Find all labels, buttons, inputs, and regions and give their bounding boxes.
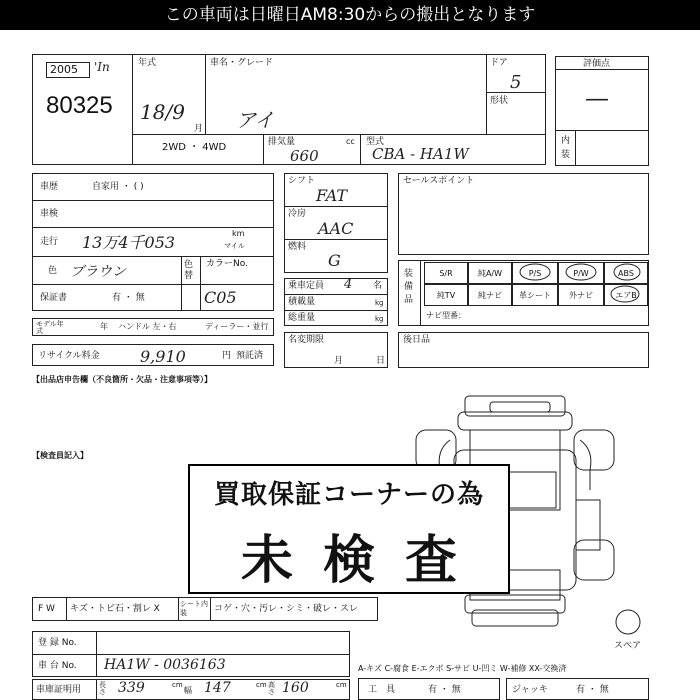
name-change-month: 月 bbox=[334, 356, 344, 366]
capacity-label: 乗車定員 bbox=[288, 281, 325, 291]
fw-items: キズ・トビ石・割レ X bbox=[70, 604, 160, 614]
navi-label: ナビ型番： bbox=[426, 311, 466, 320]
equip-aw: 純A/W bbox=[468, 262, 512, 284]
fuel-label: 燃料 bbox=[288, 242, 307, 252]
recycle-label: リサイクル料金 bbox=[38, 351, 100, 361]
circle-abs bbox=[614, 264, 640, 280]
tools-label: 工 具 bbox=[368, 685, 396, 695]
total-weight-kg: kg bbox=[375, 315, 384, 323]
cc-label: cc bbox=[346, 137, 355, 146]
displacement-label: 排気量 bbox=[268, 137, 296, 147]
equip-pw: P/W bbox=[558, 262, 604, 284]
aircon-value: AAC bbox=[318, 219, 354, 238]
displacement-value: 660 bbox=[290, 147, 319, 165]
equipment-circles bbox=[398, 260, 649, 326]
length-label: 長さ bbox=[99, 681, 106, 696]
model-label: 型式 bbox=[366, 137, 385, 147]
interior-label: 内 装 bbox=[561, 136, 571, 160]
year-code-mark: 'In bbox=[94, 60, 110, 74]
equip-navi: 純ナビ bbox=[468, 284, 512, 306]
fuel-value: G bbox=[328, 251, 341, 270]
seat-items: コゲ・穴・汚レ・シミ・破レ・スレ bbox=[214, 604, 359, 614]
year-value: 18/9 bbox=[140, 100, 185, 124]
width-label: 幅 bbox=[184, 686, 192, 695]
recycle-status: 預託済 bbox=[236, 351, 264, 361]
score-value: — bbox=[585, 84, 609, 112]
circle-pw bbox=[566, 264, 596, 280]
door-value: 5 bbox=[510, 72, 522, 93]
model-year-label: モデル年式 bbox=[36, 320, 64, 335]
equipment-label: 装備品 bbox=[404, 269, 414, 305]
stamp-line1: 買取保証コーナーの為 bbox=[213, 480, 484, 510]
equip-ps: P/S bbox=[512, 262, 558, 284]
car-name-label: 車名・グレード bbox=[210, 58, 274, 68]
lot-number: 80325 bbox=[46, 92, 113, 119]
equip-tv: 純TV bbox=[424, 284, 468, 306]
history-options: 自家用 ・ ( ) bbox=[92, 182, 144, 192]
jack-label: ジャッキ bbox=[512, 685, 548, 695]
score-label: 評価点 bbox=[583, 59, 611, 69]
color-no-label: カラーNo. bbox=[206, 259, 248, 269]
model-year-suffix: 年 bbox=[100, 322, 108, 331]
height-cm: cm bbox=[336, 681, 347, 689]
color-value: ブラウン bbox=[70, 264, 126, 280]
cert-length: 339 bbox=[118, 680, 145, 696]
cert-height: 160 bbox=[282, 680, 309, 696]
sales-point-label: セールスポイント bbox=[403, 176, 475, 186]
fw-label: F W bbox=[38, 604, 55, 614]
shift-value: FAT bbox=[316, 186, 348, 205]
km-label: km bbox=[232, 229, 245, 238]
mile-label: マイル bbox=[224, 242, 245, 250]
spare-label: スペア bbox=[614, 641, 642, 651]
stamp bbox=[188, 464, 510, 594]
color-no-value: C05 bbox=[204, 288, 237, 307]
recycle-unit: 円 bbox=[222, 351, 232, 361]
equip-abs: ABS bbox=[604, 262, 648, 284]
color-change-label: 色替 bbox=[184, 260, 194, 281]
banner: この車両は日曜日AM8:30からの搬出となります bbox=[0, 0, 700, 30]
stamp-line2: 未検査 bbox=[240, 531, 487, 591]
load-kg: kg bbox=[375, 299, 384, 307]
tools-options: 有 ・ 無 bbox=[428, 685, 461, 695]
warranty-options: 有 ・ 無 bbox=[112, 293, 145, 303]
circle-airbag bbox=[611, 286, 639, 302]
chassis-value: HA1W - 0036163 bbox=[104, 657, 226, 673]
history-label: 車歴 bbox=[40, 182, 59, 192]
length-cm: cm bbox=[172, 681, 183, 689]
mileage-value: 13万4千053 bbox=[82, 233, 176, 252]
circle-ps bbox=[520, 264, 550, 280]
name-change-label: 名変期限 bbox=[288, 335, 325, 345]
car-name-value: アイ bbox=[236, 108, 275, 132]
cert-width: 147 bbox=[204, 680, 231, 696]
capacity-value: 4 bbox=[344, 277, 353, 292]
cert-label: 車庫証明用 bbox=[36, 685, 82, 695]
seller-notes-label: 【出品店申告欄（不良箇所・欠品・注意事項等）】 bbox=[32, 375, 212, 384]
jack-options: 有 ・ 無 bbox=[576, 685, 609, 695]
equip-sr: S/R bbox=[424, 262, 468, 284]
load-label: 積載量 bbox=[288, 297, 316, 307]
handle-label: ハンドル 左・右 bbox=[118, 322, 177, 331]
shift-label: シフト bbox=[288, 176, 316, 186]
inspector-label: 【検査員記入】 bbox=[32, 451, 88, 460]
shape-label: 形状 bbox=[490, 96, 509, 106]
month-suffix: 月 bbox=[194, 124, 204, 134]
recycle-value: 9,910 bbox=[140, 347, 186, 366]
later-label: 後日品 bbox=[403, 335, 431, 345]
equip-ext-navi: 外ナビ bbox=[558, 284, 604, 306]
drive-label: 2WD ・ 4WD bbox=[162, 142, 227, 153]
registration-label: 登 録 No. bbox=[38, 638, 77, 648]
year-code: 2005 bbox=[50, 63, 78, 76]
dealer-label: ディーラー・並行 bbox=[205, 322, 269, 331]
inspection-label: 車検 bbox=[40, 209, 59, 219]
width-cm: cm bbox=[256, 681, 267, 689]
capacity-unit: 名 bbox=[373, 281, 383, 291]
year-label: 年式 bbox=[138, 58, 157, 68]
equip-leather: 革シート bbox=[512, 284, 558, 306]
name-change-day: 日 bbox=[376, 356, 386, 366]
total-weight-label: 総重量 bbox=[288, 313, 316, 323]
equip-airbag: エアB bbox=[604, 284, 648, 306]
model-value: CBA - HA1W bbox=[372, 145, 469, 163]
legend: A-キズ C-腐食 E-エクボ S-サビ U-凹ミ W-補修 XX-交換済 bbox=[358, 664, 567, 673]
warranty-label: 保証書 bbox=[40, 293, 68, 303]
mileage-label: 走行 bbox=[40, 237, 59, 247]
color-label: 色 bbox=[48, 266, 58, 276]
aircon-label: 冷房 bbox=[288, 209, 307, 219]
chassis-label: 車 台 No. bbox=[38, 661, 77, 671]
later-box bbox=[398, 332, 649, 368]
door-label: ドア bbox=[490, 58, 508, 68]
seat-label: シート内装 bbox=[180, 600, 208, 617]
height-label: 高さ bbox=[268, 681, 275, 696]
